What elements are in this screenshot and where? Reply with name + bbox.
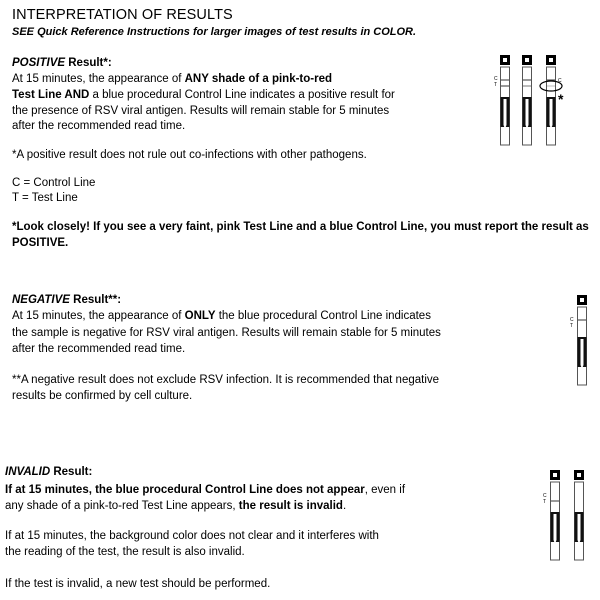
page-subtitle: SEE Quick Reference Instructions for larger images of test results in COLOR. <box>12 26 417 38</box>
legend-test: T = Test Line <box>12 192 78 204</box>
positive-strip-2 <box>522 55 532 145</box>
page-title: INTERPRETATION OF RESULTS <box>12 7 233 23</box>
negative-footnote-2: results be confirmed by cell culture. <box>12 390 193 402</box>
negative-text-line-1: At 15 minutes, the appearance of ONLY the blue procedural Control Line indicates <box>12 310 431 322</box>
invalid-strip-1 <box>550 470 560 560</box>
positive-text-line-1: At 15 minutes, the appearance of ANY shade of a pink-to-red <box>12 73 333 85</box>
negative-footnote-1: **A negative result does not exclude RSV infection. It is recommended that negative <box>12 374 440 386</box>
svg-text:C: C <box>558 78 562 84</box>
invalid-text-line-3: If at 15 minutes, the background color does not clear and it interferes with <box>5 530 379 542</box>
invalid-text-line-1: If at 15 minutes, the blue procedural Control Line does not appear, even if <box>5 484 406 496</box>
negative-strip <box>577 295 587 385</box>
positive-text-line-3: the presence of RSV viral antigen. Results will remain stable for 5 minutes <box>12 105 390 117</box>
strip-t-label: T <box>494 82 498 88</box>
svg-text:T: T <box>543 499 547 505</box>
svg-text:T: T <box>570 323 574 329</box>
positive-text-line-4: after the recommended read time. <box>12 120 186 132</box>
invalid-text-line-2: any shade of a pink-to-red Test Line appears, the result is invalid. <box>5 500 347 512</box>
positive-text-line-2: Test Line AND a blue procedural Control Line indicates a positive result for <box>12 89 395 101</box>
negative-text-line-2: the sample is negative for RSV viral antigen. Results will remain stable for 5 minutes <box>12 327 441 339</box>
look-closely-note-1: *Look closely! If you see a very faint, pink Test Line and a blue Control Line, you must report the result as <box>12 221 589 233</box>
svg-text:C: C <box>570 317 574 323</box>
strip-c-label: C <box>494 76 498 82</box>
svg-text:C: C <box>543 493 547 499</box>
invalid-text-line-5: If the test is invalid, a new test should be performed. <box>5 578 271 590</box>
negative-text-line-3: after the recommended read time. <box>12 343 186 355</box>
negative-heading: NEGATIVE Result**: <box>12 294 122 306</box>
invalid-text-line-4: the reading of the test, the result is also invalid. <box>5 546 245 558</box>
positive-strip-1 <box>500 55 510 145</box>
invalid-strip-2 <box>574 470 584 560</box>
legend-control: C = Control Line <box>12 177 96 189</box>
look-closely-note-2: POSITIVE. <box>12 237 69 249</box>
positive-footnote: *A positive result does not rule out co-infections with other pathogens. <box>12 149 367 161</box>
asterisk-mark: * <box>558 91 564 107</box>
invalid-heading: INVALID Result: <box>5 466 93 478</box>
positive-heading: POSITIVE Result*: <box>12 57 112 69</box>
